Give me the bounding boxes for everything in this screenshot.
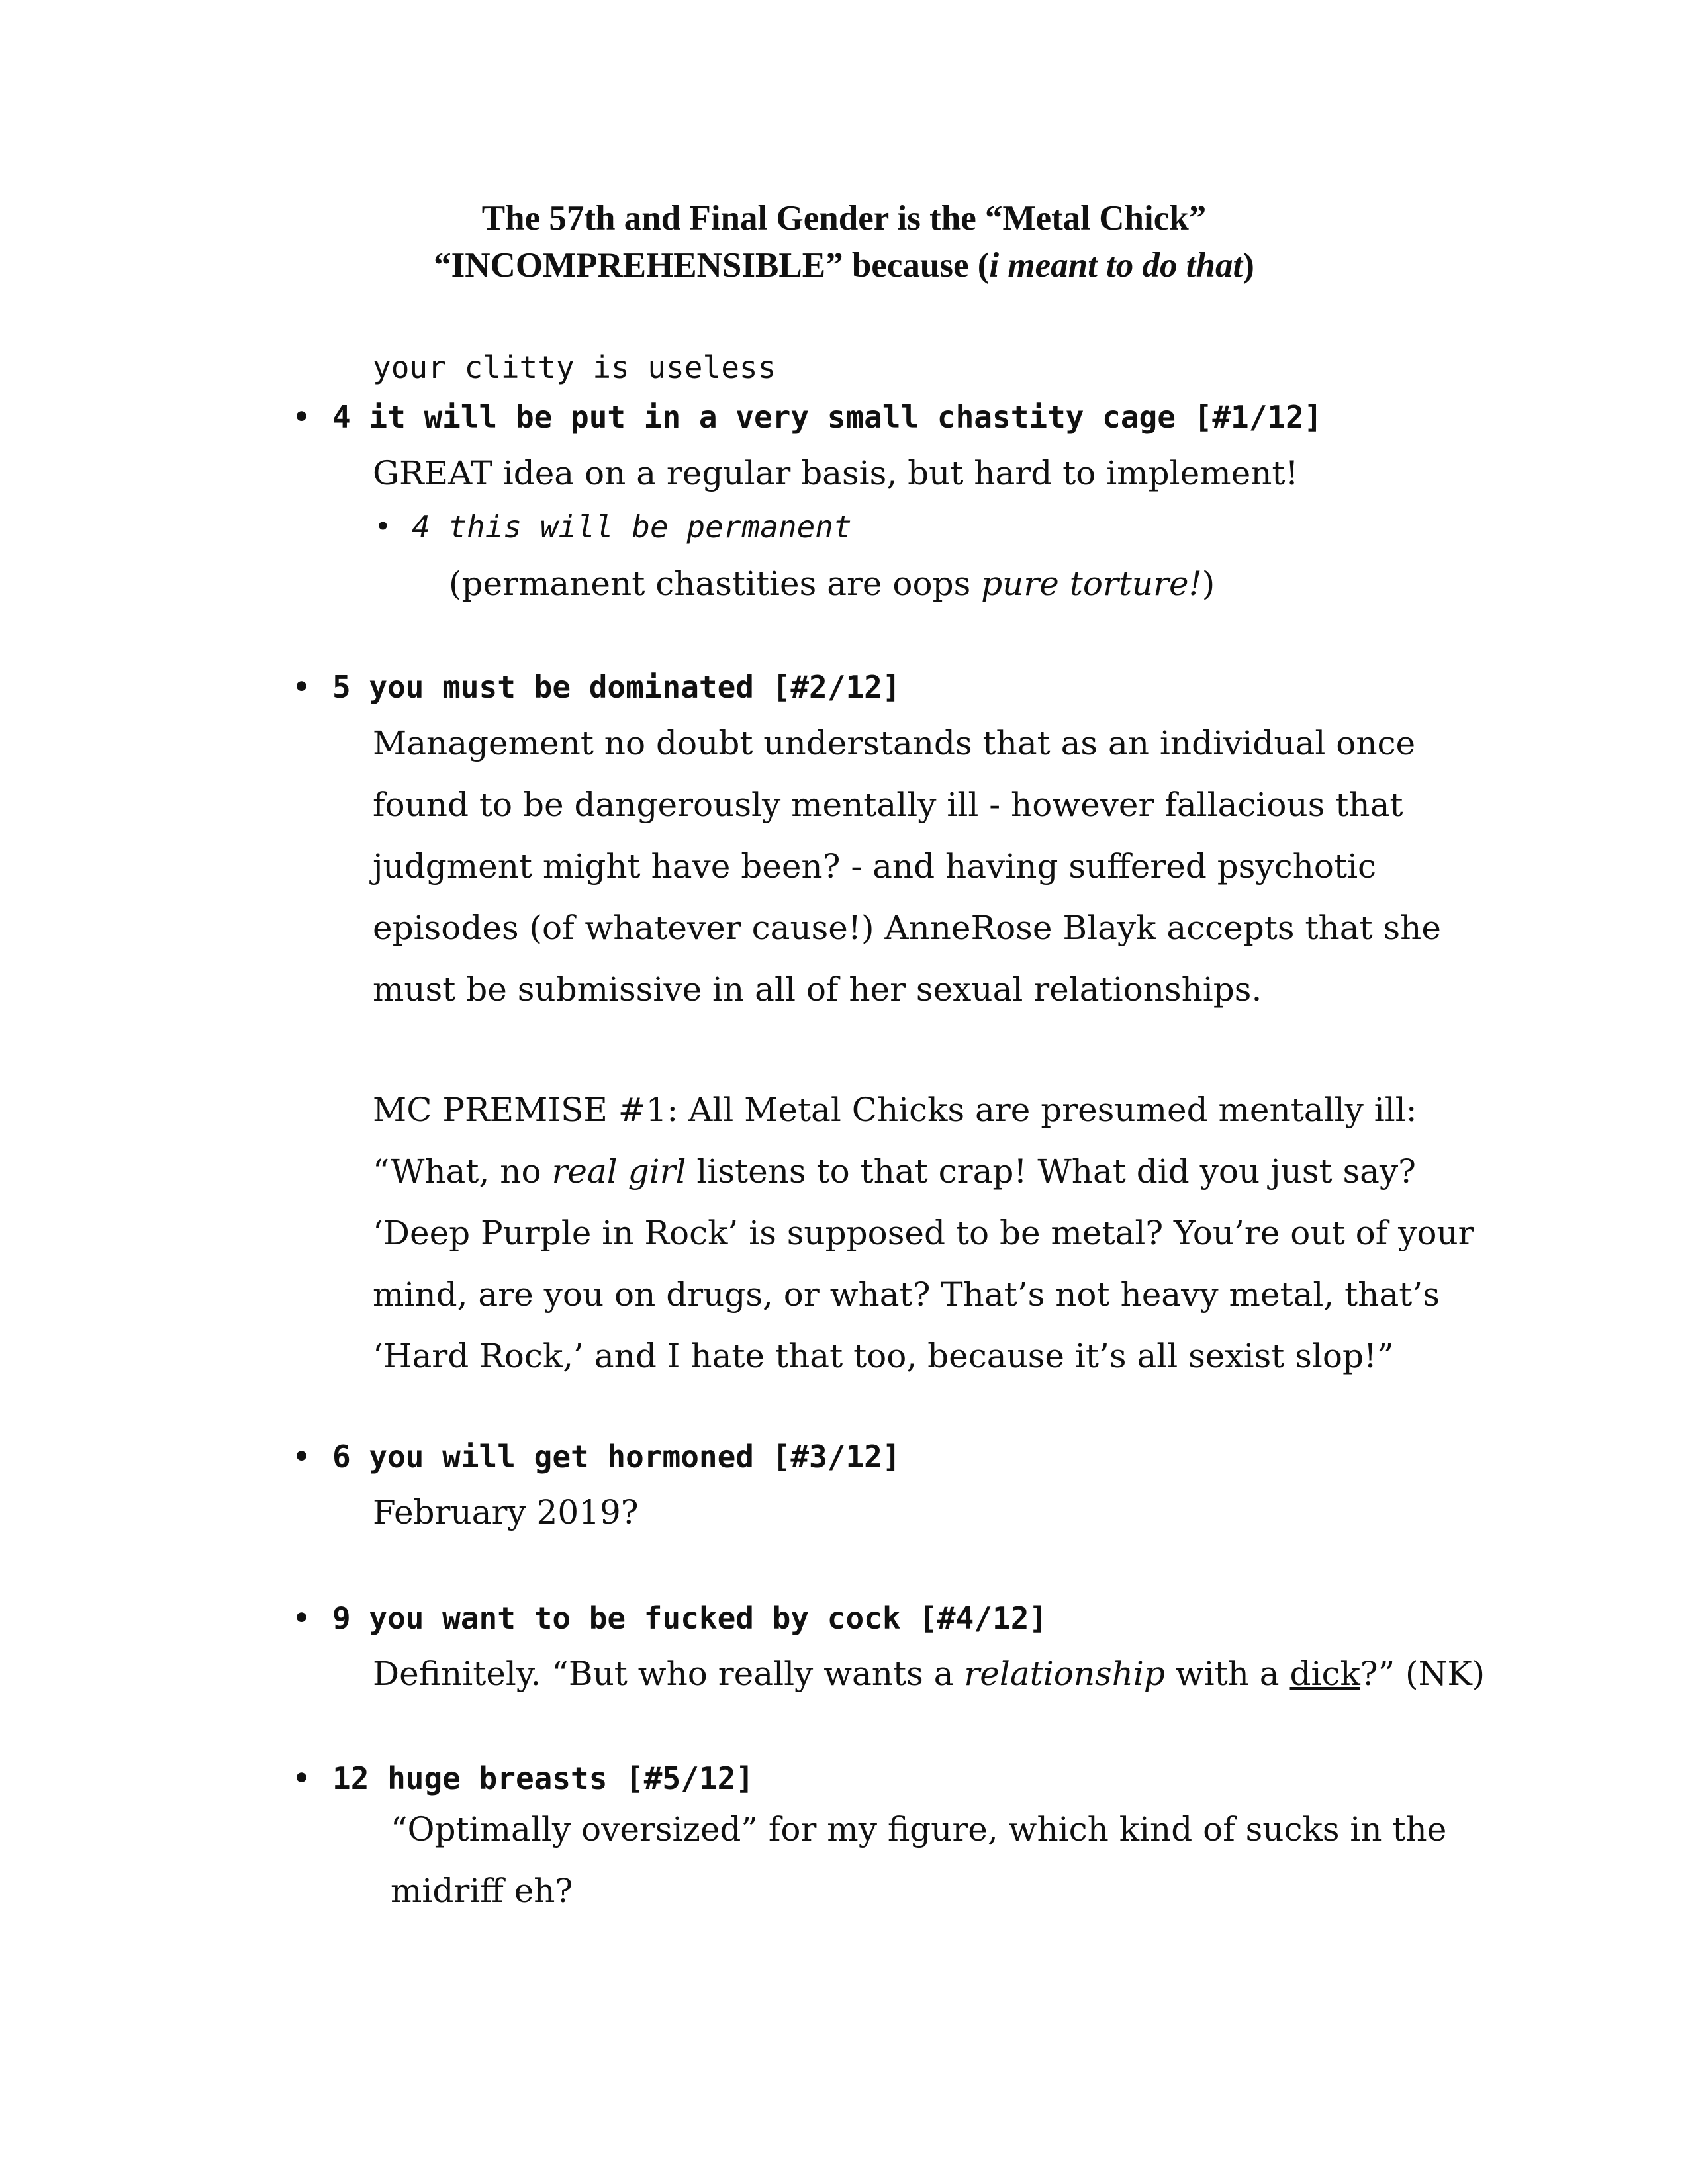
sub-bullet-icon: • <box>375 510 391 543</box>
paragraph-line: “Optimally oversized” for my figure, which kind of sucks in the <box>391 1810 1447 1848</box>
quote-italic: real girl <box>551 1152 686 1191</box>
title-line2-italic: i meant to do that <box>989 246 1243 285</box>
paragraph-line: ‘Deep Purple in Rock’ is supposed to be metal? You’re out of your <box>373 1214 1474 1252</box>
bullet-icon: • <box>293 1762 310 1794</box>
bullet-icon: • <box>293 1602 310 1634</box>
item-2-heading: 5 you must be dominated [#2/12] <box>332 669 901 705</box>
bullet-icon: • <box>293 1440 310 1473</box>
item-2-paragraph-1 <box>373 713 1441 1021</box>
paragraph-line: must be submissive in all of her sexual relationships. <box>373 970 1262 1009</box>
item-1-heading: 4 it will be put in a very small chastity cage [#1/12] <box>332 399 1323 435</box>
note-italic: relationship <box>964 1655 1165 1693</box>
sub-note-prefix: (permanent chastities are oops <box>449 565 982 603</box>
paragraph-line: midriff eh? <box>391 1872 573 1910</box>
premise-line: MC PREMISE #1: All Metal Chicks are presumed mentally ill: <box>373 1091 1417 1129</box>
title-line2-prefix: “INCOMPREHENSIBLE” because ( <box>434 246 990 285</box>
sub-note-italic: pure torture! <box>981 565 1202 603</box>
paragraph-line: ‘Hard Rock,’ and I hate that too, because it’s all sexist slop!” <box>373 1337 1394 1375</box>
item-1-sub-heading: 4 this will be permanent <box>412 509 852 545</box>
bullet-icon: • <box>293 670 310 703</box>
item-3-note: February 2019? <box>373 1493 639 1531</box>
item-5-heading: 12 huge breasts [#5/12] <box>332 1760 754 1796</box>
item-1-note: GREAT idea on a regular basis, but hard to implement! <box>373 454 1299 492</box>
item-1-sub-note <box>449 564 1215 604</box>
paragraph-line: Management no doubt understands that as an individual once <box>373 724 1416 762</box>
note-underlined: dick <box>1289 1655 1360 1693</box>
item-5-note <box>391 1799 1446 1922</box>
intro-line: your clitty is useless <box>373 349 776 385</box>
sub-note-suffix: ) <box>1201 565 1215 603</box>
item-4-heading: 9 you want to be fucked by cock [#4/12] <box>332 1600 1048 1636</box>
paragraph-line: judgment might have been? - and having suffered psychotic <box>373 847 1377 886</box>
document-title-line2 <box>0 242 1688 289</box>
bullet-icon: • <box>293 400 310 433</box>
note-suffix: ?” (NK) <box>1360 1655 1485 1693</box>
item-3-heading: 6 you will get hormoned [#3/12] <box>332 1439 901 1475</box>
paragraph-line: found to be dangerously mentally ill - however fallacious that <box>373 786 1403 824</box>
paragraph-line: mind, are you on drugs, or what? That’s not heavy metal, that’s <box>373 1275 1440 1314</box>
quote-suffix: listens to that crap! What did you just say? <box>686 1152 1416 1191</box>
note-prefix: Definitely. “But who really wants a <box>373 1655 964 1693</box>
item-2-paragraph-2 <box>373 1079 1474 1387</box>
document-title-line1: The 57th and Final Gender is the “Metal Chick” <box>481 199 1207 238</box>
title-line2-suffix: ) <box>1243 246 1254 285</box>
premise-quote-line <box>373 1141 1474 1203</box>
paragraph-line: episodes (of whatever cause!) AnneRose Blayk accepts that she <box>373 909 1441 947</box>
quote-prefix: “What, no <box>373 1152 552 1191</box>
note-mid: with a <box>1164 1655 1290 1693</box>
item-4-note <box>373 1654 1485 1694</box>
